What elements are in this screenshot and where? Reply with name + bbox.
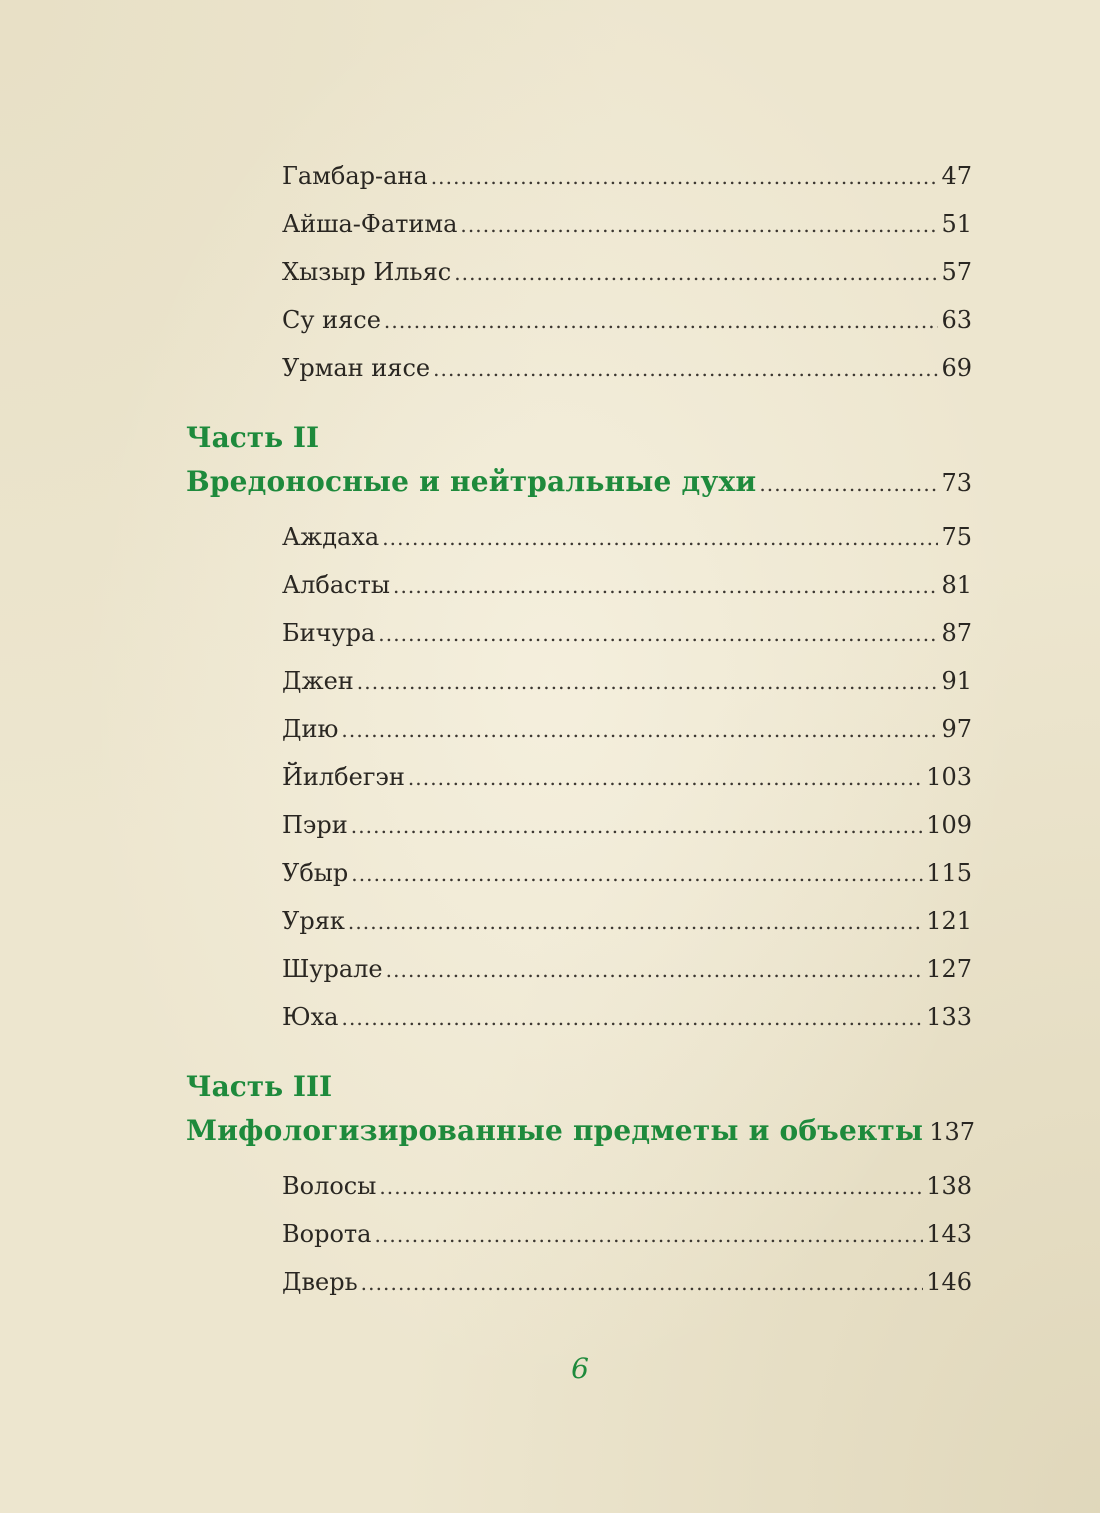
toc-entry[interactable] (282, 709, 972, 749)
toc-entry-page: 91 (941, 667, 972, 695)
toc-entry-title: Айша-Фатима (282, 210, 458, 238)
toc-entry[interactable] (282, 1214, 972, 1254)
toc-entry[interactable] (282, 805, 972, 845)
toc-entry-page: 51 (941, 210, 972, 238)
toc-entry[interactable] (282, 348, 972, 388)
toc-entry-page: 143 (926, 1220, 972, 1248)
part-2-title: Вредоносные и нейтральные духи (186, 465, 757, 498)
toc-entry-page: 69 (941, 354, 972, 382)
toc-entry-title: Аждаха (282, 523, 380, 551)
toc-entry-page: 81 (941, 571, 972, 599)
toc-entry-page: 103 (926, 763, 972, 791)
toc-entry-title: Бичура (282, 619, 376, 647)
part-3-page: 137 (929, 1118, 976, 1146)
toc-entry-title: Гамбар-ана (282, 162, 428, 190)
toc-entry-page: 75 (941, 523, 972, 551)
toc-entry-title: Убыр (282, 859, 349, 887)
toc-entry-title: Дверь (282, 1268, 358, 1296)
dot-leader (460, 205, 938, 245)
dot-leader (382, 518, 938, 558)
dot-leader (384, 301, 939, 341)
part-2-label: Часть II (186, 421, 320, 454)
toc-entry-page: 127 (926, 955, 972, 983)
dot-leader (393, 566, 938, 606)
dot-leader (431, 157, 939, 197)
toc-entry-title: Уряк (282, 907, 345, 935)
toc-entry[interactable] (282, 1166, 972, 1206)
toc-entry-page: 121 (926, 907, 972, 935)
part-2-heading[interactable] (186, 462, 972, 502)
toc-entry[interactable] (282, 565, 972, 605)
toc-entry-title: Албасты (282, 571, 390, 599)
toc-entry[interactable] (282, 252, 972, 292)
toc-entry[interactable] (282, 204, 972, 244)
toc-entry[interactable] (282, 661, 972, 701)
part-3-heading[interactable] (186, 1111, 976, 1151)
toc-entry-title: Йилбегэн (282, 763, 405, 791)
part-3-title: Мифологизированные предметы и объекты (186, 1114, 924, 1147)
toc-entry[interactable] (282, 853, 972, 893)
toc-entry-page: 146 (926, 1268, 972, 1296)
toc-entry[interactable] (282, 1262, 972, 1302)
toc-entry-title: Хызыр Ильяс (282, 258, 452, 286)
page-number: 6 (571, 1352, 589, 1385)
toc-entry[interactable] (282, 997, 972, 1037)
dot-leader (374, 1215, 923, 1255)
toc-entry-page: 47 (941, 162, 972, 190)
dot-leader (433, 349, 938, 389)
toc-entry-title: Джен (282, 667, 354, 695)
toc-entry-title: Пэри (282, 811, 348, 839)
dot-leader (378, 614, 938, 654)
toc-entry-title: Дию (282, 715, 339, 743)
dot-leader (759, 464, 938, 504)
dot-leader (379, 1167, 923, 1207)
toc-entry-title: Юха (282, 1003, 339, 1031)
dot-leader (386, 950, 924, 990)
dot-leader (454, 253, 938, 293)
dot-leader (408, 758, 923, 798)
toc-entry-page: 115 (926, 859, 972, 887)
toc-entry-title: Су иясе (282, 306, 381, 334)
dot-leader (357, 662, 939, 702)
part-2-page: 73 (941, 469, 972, 497)
toc-entry-page: 87 (941, 619, 972, 647)
toc-entry[interactable] (282, 156, 972, 196)
toc-entry-page: 138 (926, 1172, 972, 1200)
dot-leader (341, 998, 923, 1038)
toc-entry-page: 133 (926, 1003, 972, 1031)
toc-entry-page: 109 (926, 811, 972, 839)
toc-entry-title: Волосы (282, 1172, 377, 1200)
toc-entry-page: 57 (941, 258, 972, 286)
part-3-label: Часть III (186, 1070, 333, 1103)
toc-entry-page: 63 (941, 306, 972, 334)
toc-entry[interactable] (282, 613, 972, 653)
toc-entry[interactable] (282, 300, 972, 340)
toc-entry[interactable] (282, 901, 972, 941)
dot-leader (351, 854, 923, 894)
dot-leader (361, 1263, 924, 1303)
toc-entry-page: 97 (941, 715, 972, 743)
toc-entry[interactable] (282, 517, 972, 557)
toc-entry[interactable] (282, 949, 972, 989)
dot-leader (348, 902, 923, 942)
toc-entry-title: Урман иясе (282, 354, 431, 382)
dot-leader (341, 710, 938, 750)
toc-entry[interactable] (282, 757, 972, 797)
toc-entry-title: Ворота (282, 1220, 372, 1248)
toc-entry-title: Шурале (282, 955, 383, 983)
dot-leader (351, 806, 923, 846)
